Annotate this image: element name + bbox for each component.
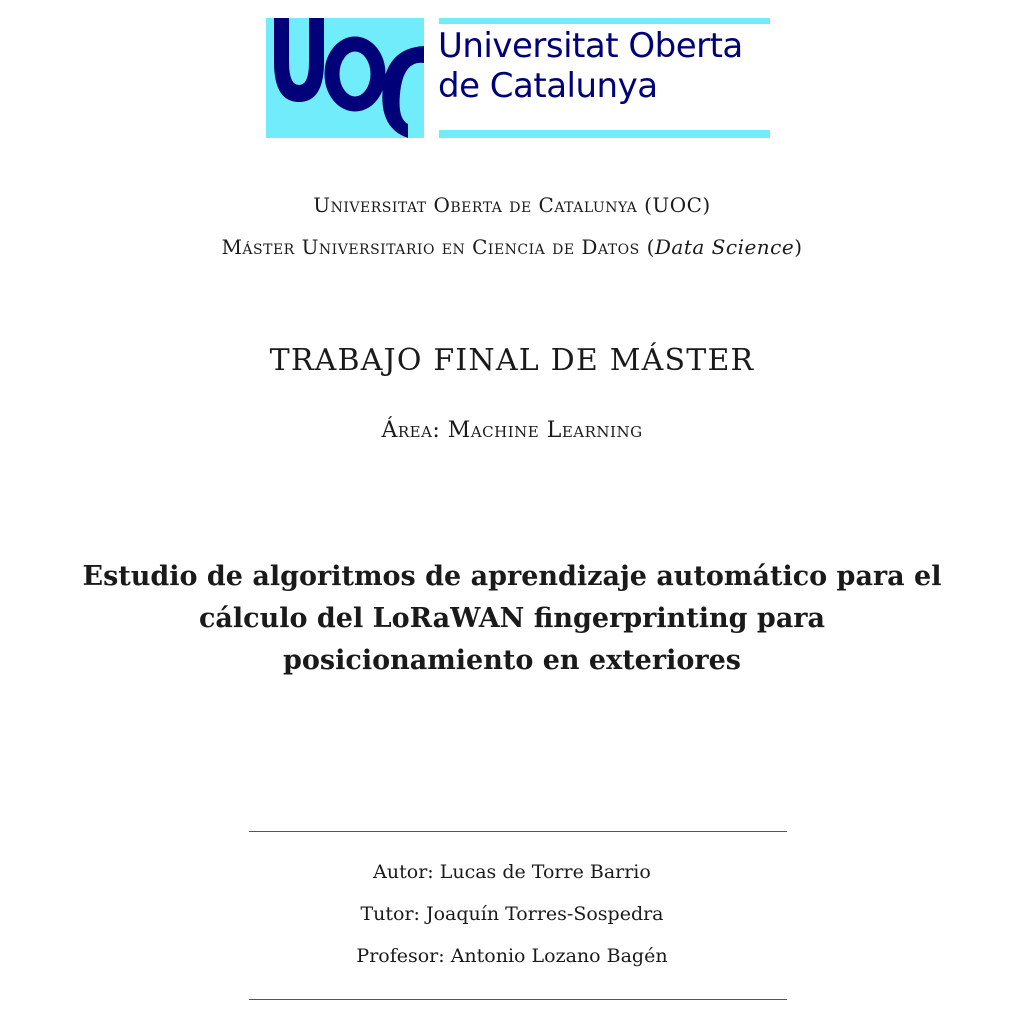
thesis-title-line: posicionamiento en exteriores xyxy=(283,645,741,676)
logo-name-line2: de Catalunya xyxy=(438,66,658,106)
logo-name-line1: Universitat Oberta xyxy=(438,26,743,66)
program-italic: Data Science xyxy=(654,235,795,259)
thesis-title-line: cálculo del LoRaWAN fingerprinting para xyxy=(198,603,826,634)
institution-name: Universitat Oberta de Catalunya (UOC) xyxy=(313,193,711,217)
uoc-logo xyxy=(266,18,770,138)
author-line: Autor: Lucas de Torre Barrio xyxy=(373,861,651,883)
document-type: TRABAJO FINAL DE MÁSTER xyxy=(269,343,755,378)
program-main: Máster Universitario en Ciencia de Datos ( xyxy=(221,235,655,259)
program-close: ) xyxy=(794,235,803,259)
thesis-title xyxy=(60,556,964,682)
divider-top xyxy=(249,831,787,832)
program-name xyxy=(0,235,1024,259)
document-area: Área: Machine Learning xyxy=(381,418,643,443)
divider-bottom xyxy=(249,999,787,1000)
professor-line: Profesor: Antonio Lozano Bagén xyxy=(356,945,668,967)
tutor-line: Tutor: Joaquín Torres-Sospedra xyxy=(360,903,664,925)
thesis-title-line: Estudio de algoritmos de aprendizaje automático para el xyxy=(82,561,942,592)
